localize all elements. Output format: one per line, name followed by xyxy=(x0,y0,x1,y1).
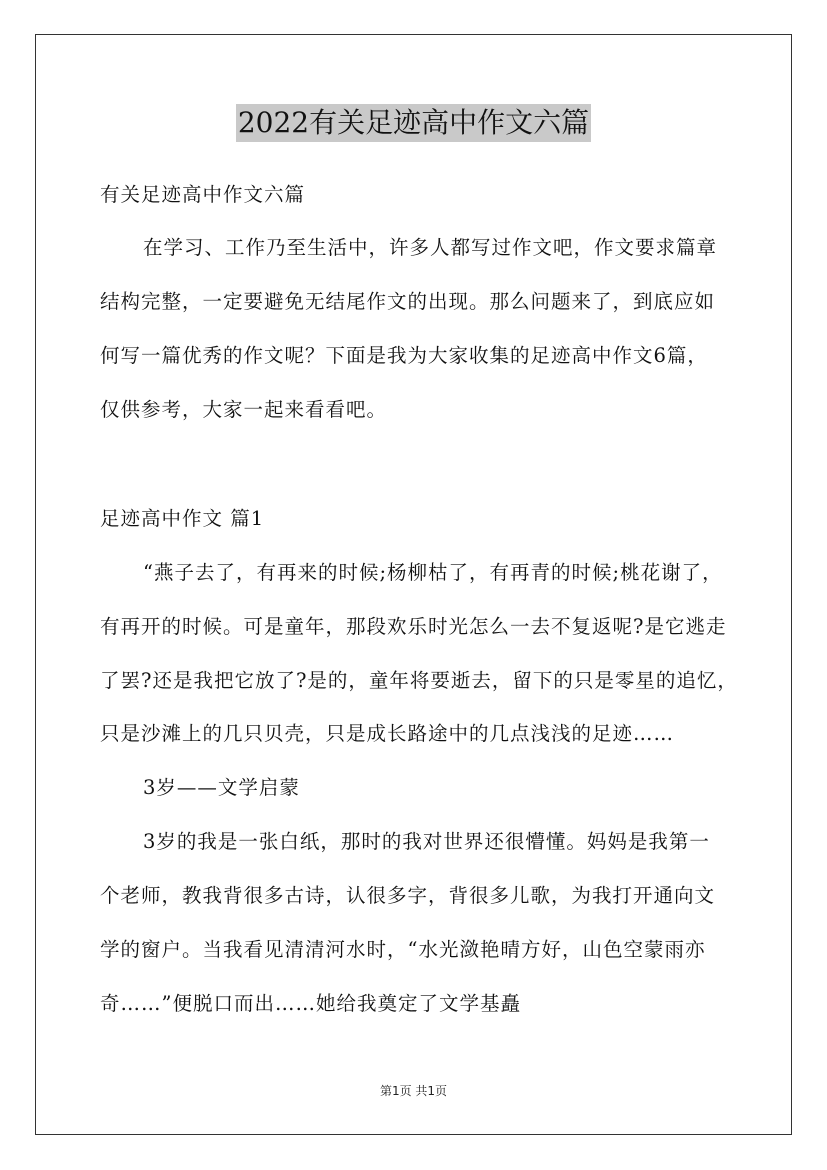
document-subtitle: 有关足迹高中作文六篇 xyxy=(100,183,306,206)
sub-heading: 3岁——文学启蒙 xyxy=(143,776,300,799)
section-line-1: “燕子去了，有再来的时候;杨柳枯了，有再青的时候;桃花谢了， xyxy=(143,561,723,584)
body-line-1: 3岁的我是一张白纸，那时的我对世界还很懵懂。妈妈是我第一 xyxy=(143,830,710,853)
body-line-4: 奇……”便脱口而出……她给我奠定了文学基矗 xyxy=(100,992,521,1015)
body-line-2: 个老师，教我背很多古诗，认很多字，背很多儿歌，为我打开通向文 xyxy=(100,884,716,907)
document-title: 2022有关足迹高中作文六篇 xyxy=(236,104,591,142)
section-line-2: 有再开的时候。可是童年，那段欢乐时光怎么一去不复返呢?是它逃走 xyxy=(100,615,727,638)
intro-line-3: 何写一篇优秀的作文呢？下面是我为大家收集的足迹高中作文6篇， xyxy=(100,344,708,367)
page-footer xyxy=(0,1082,827,1099)
intro-line-4: 仅供参考，大家一起来看看吧。 xyxy=(100,398,388,421)
section-heading: 足迹高中作文 篇1 xyxy=(100,507,265,530)
page-number-label: 第1页 共1页 xyxy=(379,1084,448,1098)
intro-line-1: 在学习、工作乃至生活中，许多人都写过作文吧，作文要求篇章 xyxy=(143,236,718,259)
body-line-3: 学的窗户。当我看见清清河水时，“水光潋艳晴方好，山色空蒙雨亦 xyxy=(100,938,706,961)
title-container xyxy=(0,104,827,142)
section-line-4: 只是沙滩上的几只贝壳，只是成长路途中的几点浅浅的足迹…… xyxy=(100,722,675,745)
intro-line-2: 结构完整，一定要避免无结尾作文的出现。那么问题来了，到底应如 xyxy=(100,290,716,313)
section-line-3: 了罢?还是我把它放了?是的，童年将要逝去，留下的只是零星的追忆， xyxy=(100,669,738,692)
